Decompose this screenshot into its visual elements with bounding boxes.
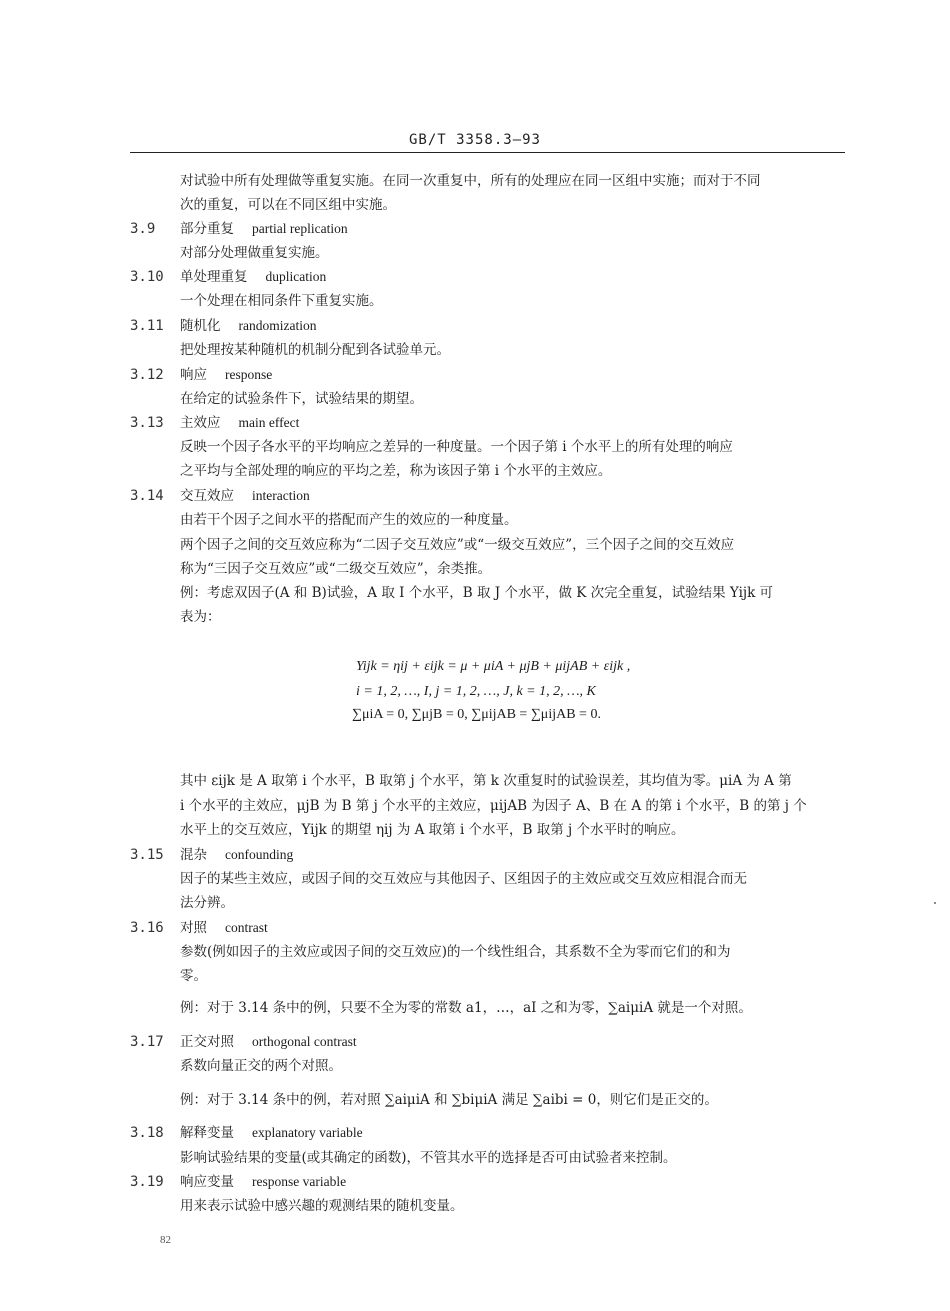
clause-number: 3.13: [130, 415, 164, 431]
definition-line: 一个处理在相同条件下重复实施。: [180, 293, 383, 309]
definition-line: 之平均与全部处理的响应的平均之差，称为该因子第 i 个水平的主效应。: [180, 463, 612, 479]
term-en: randomization: [238, 318, 317, 333]
definition-line: 因子的某些主效应，或因子间的交互效应与其他因子、区组因子的主效应或交互效应相混合而无: [180, 871, 747, 887]
clause-number: 3.17: [130, 1034, 164, 1050]
term-en: interaction: [252, 488, 310, 503]
term-zh: 部分重复: [180, 221, 234, 237]
header-rule: [130, 152, 845, 153]
term-en: contrast: [225, 920, 268, 935]
example-line: 表为：: [180, 609, 221, 625]
example-line: 例：对于 3.14 条中的例，只要不全为零的常数 a1，…，aI 之和为零，∑aiμiA 就是一个对照。: [180, 1000, 752, 1016]
clause-number: 3.14: [130, 488, 164, 504]
term-zh: 响应: [180, 367, 207, 383]
term-zh: 主效应: [180, 415, 221, 431]
definition-line: 系数向量正交的两个对照。: [180, 1058, 342, 1074]
definition-line: 影响试验结果的变量(或其确定的函数)，不管其水平的选择是否可由试验者来控制。: [180, 1150, 677, 1166]
intro-line: 次的重复，可以在不同区组中实施。: [180, 197, 396, 213]
clause-term: [180, 268, 326, 286]
clause-number: 3.15: [130, 847, 164, 863]
definition-line: 两个因子之间的交互效应称为“二因子交互效应”或“一级交互效应”，三个因子之间的交互效应: [180, 537, 735, 553]
term-en: response: [225, 367, 273, 382]
term-en: confounding: [225, 847, 294, 862]
clause-number: 3.9: [130, 221, 156, 237]
clause-number: 3.18: [130, 1125, 164, 1141]
term-zh: 响应变量: [180, 1174, 234, 1190]
definition-line: 由若干个因子之间水平的搭配而产生的效应的一种度量。: [180, 512, 518, 528]
explanation-line: i 个水平的主效应，μjB 为 B 第 j 个水平的主效应，μijAB 为因子 A、B 在 A 的第 i 个水平，B 的第 j 个: [180, 798, 807, 814]
intro-line: 对试验中所有处理做等重复实施。在同一次重复中，所有的处理应在同一区组中实施；而对于不同: [180, 173, 761, 189]
constraint-equations: ∑μiA = 0, ∑μjB = 0, ∑μijAB = ∑μijAB = 0.: [352, 707, 601, 722]
term-zh: 混杂: [180, 847, 207, 863]
clause-number: 3.16: [130, 920, 164, 936]
clause-number: 3.10: [130, 269, 164, 285]
definition-line: 对部分处理做重复实施。: [180, 245, 329, 261]
clause-term: [180, 366, 272, 384]
explanation-line: 其中 εijk 是 A 取第 i 个水平，B 取第 j 个水平，第 k 次重复时的试验误差，其均值为零。μiA 为 A 第: [180, 773, 792, 789]
clause-number: 3.11: [130, 318, 164, 334]
definition-line: 法分辨。: [180, 895, 234, 911]
model-equation: Yijk = ηij + εijk = μ + μiA + μjB + μijAB + εijk ,: [356, 659, 631, 674]
clause-number: 3.19: [130, 1174, 164, 1190]
term-zh: 解释变量: [180, 1125, 234, 1141]
definition-line: 反映一个因子各水平的平均响应之差异的一种度量。一个因子第 i 个水平上的所有处理的响应: [180, 439, 733, 455]
term-zh: 正交对照: [180, 1034, 234, 1050]
clause-term: [180, 1033, 357, 1051]
term-zh: 单处理重复: [180, 269, 248, 285]
clause-term: [180, 919, 268, 937]
page-number: 82: [160, 1234, 171, 1246]
clause-term: [180, 414, 299, 432]
term-en: partial replication: [252, 221, 348, 236]
clause-term: [180, 1173, 346, 1191]
term-zh: 对照: [180, 920, 207, 936]
term-en: explanatory variable: [252, 1125, 363, 1140]
clause-number: 3.12: [130, 367, 164, 383]
example-line: 例：考虑双因子(A 和 B)试验，A 取 I 个水平，B 取 J 个水平，做 K 次完全重复，试验结果 Yijk 可: [180, 585, 774, 601]
definition-line: 在给定的试验条件下，试验结果的期望。: [180, 391, 423, 407]
definition-line: 称为“三因子交互效应”或“二级交互效应”，余类推。: [180, 561, 492, 577]
clause-term: [180, 487, 310, 505]
index-ranges: i = 1, 2, …, I, j = 1, 2, …, J, k = 1, 2, …, K: [356, 684, 596, 699]
term-en: main effect: [238, 415, 300, 430]
scan-speck: [934, 902, 936, 904]
term-en: orthogonal contrast: [252, 1034, 357, 1049]
definition-line: 把处理按某种随机的机制分配到各试验单元。: [180, 342, 450, 358]
definition-line: 用来表示试验中感兴趣的观测结果的随机变量。: [180, 1198, 464, 1214]
term-zh: 交互效应: [180, 488, 234, 504]
clause-term: [180, 1124, 363, 1142]
clause-term: [180, 846, 293, 864]
term-en: response variable: [252, 1174, 347, 1189]
clause-term: [180, 220, 348, 238]
example-line: 例：对于 3.14 条中的例，若对照 ∑aiμiA 和 ∑biμiA 满足 ∑aibi = 0，则它们是正交的。: [180, 1092, 718, 1108]
definition-line: 零。: [180, 968, 207, 984]
term-en: duplication: [265, 269, 327, 284]
term-zh: 随机化: [180, 318, 221, 334]
definition-line: 参数(例如因子的主效应或因子间的交互效应)的一个线性组合，其系数不全为零而它们的和为: [180, 944, 731, 960]
standard-code-header: GB/T 3358.3—93: [408, 132, 541, 148]
clause-term: [180, 317, 316, 335]
explanation-line: 水平上的交互效应，Yijk 的期望 ηij 为 A 取第 i 个水平，B 取第 j 个水平时的响应。: [180, 822, 685, 838]
